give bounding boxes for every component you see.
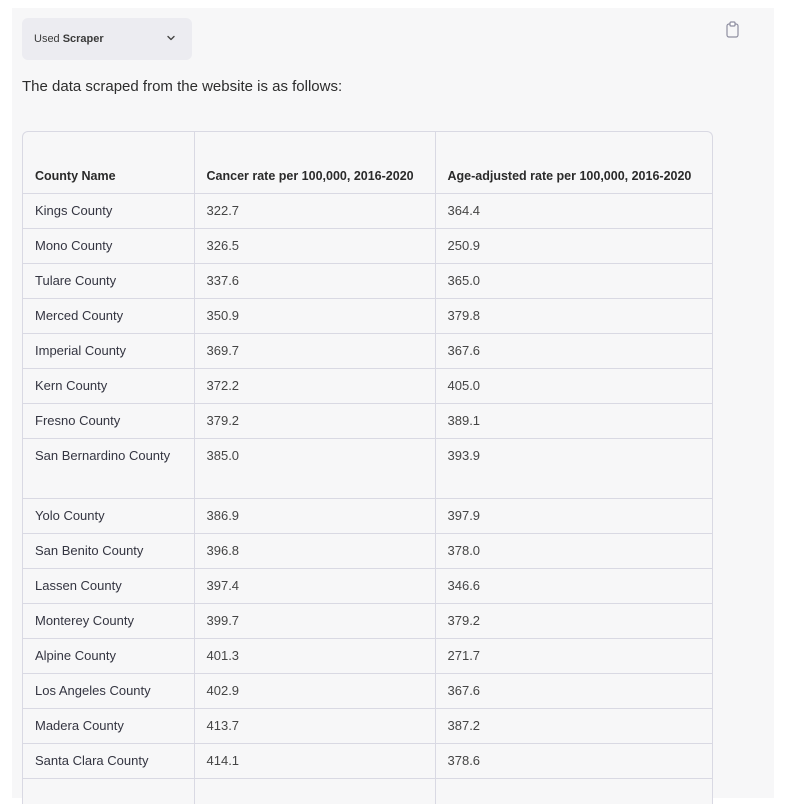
cancer-rate-cell: 413.7 [194,708,435,743]
county-name-cell: Kern County [23,368,194,403]
age-adjusted-rate-cell [435,778,712,804]
table-row [23,263,712,298]
age-adjusted-rate-cell: 379.8 [435,298,712,333]
cancer-rate-cell: 402.9 [194,673,435,708]
county-name-cell: Alpine County [23,638,194,673]
header-county-name: County Name [23,132,194,193]
table-row [23,743,712,778]
cancer-rate-cell: 386.9 [194,498,435,533]
data-table [23,132,712,804]
cancer-rate-cell: 401.3 [194,638,435,673]
county-name-cell: Imperial County [23,333,194,368]
table-row [23,778,712,804]
county-name-cell: Tulare County [23,263,194,298]
chevron-down-icon [166,33,176,43]
age-adjusted-rate-cell: 393.9 [435,438,712,498]
plugin-name: Scraper [62,33,104,45]
age-adjusted-rate-cell: 378.6 [435,743,712,778]
county-name-cell: San Bernardino County [23,438,194,498]
county-name-cell: Fresno County [23,403,194,438]
cancer-rate-cell: 350.9 [194,298,435,333]
age-adjusted-rate-cell: 378.0 [435,533,712,568]
cancer-rate-cell: 379.2 [194,403,435,438]
age-adjusted-rate-cell: 389.1 [435,403,712,438]
table-row [23,568,712,603]
county-name-cell: Santa Clara County [23,743,194,778]
cancer-rate-cell: 369.7 [194,333,435,368]
clipboard-icon[interactable] [726,21,739,38]
county-name-cell: Los Angeles County [23,673,194,708]
age-adjusted-rate-cell: 405.0 [435,368,712,403]
data-table-container [22,131,713,804]
table-row [23,708,712,743]
cancer-rate-cell: 396.8 [194,533,435,568]
age-adjusted-rate-cell: 387.2 [435,708,712,743]
cancer-rate-cell [194,778,435,804]
header-cancer-rate: Cancer rate per 100,000, 2016-2020 [194,132,435,193]
cancer-rate-cell: 397.4 [194,568,435,603]
county-name-cell: Yolo County [23,498,194,533]
table-row [23,403,712,438]
age-adjusted-rate-cell: 271.7 [435,638,712,673]
age-adjusted-rate-cell: 379.2 [435,603,712,638]
cancer-rate-cell: 337.6 [194,263,435,298]
plugin-used-label: Used [34,33,60,45]
table-row [23,298,712,333]
age-adjusted-rate-cell: 364.4 [435,193,712,228]
county-name-cell: Lassen County [23,568,194,603]
table-row [23,368,712,403]
age-adjusted-rate-cell: 367.6 [435,673,712,708]
plugin-used-toggle[interactable] [22,18,192,60]
table-header-row [23,132,712,193]
county-name-cell: Kings County [23,193,194,228]
intro-text: The data scraped from the website is as follows: [22,78,343,95]
county-name-cell: Monterey County [23,603,194,638]
county-name-cell [23,778,194,804]
age-adjusted-rate-cell: 397.9 [435,498,712,533]
age-adjusted-rate-cell: 367.6 [435,333,712,368]
county-name-cell: Merced County [23,298,194,333]
age-adjusted-rate-cell: 365.0 [435,263,712,298]
county-name-cell: Mono County [23,228,194,263]
county-name-cell: Madera County [23,708,194,743]
table-row [23,333,712,368]
table-row [23,673,712,708]
age-adjusted-rate-cell: 250.9 [435,228,712,263]
table-row [23,498,712,533]
cancer-rate-cell: 372.2 [194,368,435,403]
cancer-rate-cell: 385.0 [194,438,435,498]
table-row [23,228,712,263]
table-row [23,638,712,673]
cancer-rate-cell: 326.5 [194,228,435,263]
table-row [23,438,712,498]
county-name-cell: San Benito County [23,533,194,568]
cancer-rate-cell: 322.7 [194,193,435,228]
header-age-adjusted-rate: Age-adjusted rate per 100,000, 2016-2020 [435,132,712,193]
cancer-rate-cell: 414.1 [194,743,435,778]
cancer-rate-cell: 399.7 [194,603,435,638]
table-row [23,603,712,638]
age-adjusted-rate-cell: 346.6 [435,568,712,603]
table-row [23,193,712,228]
table-row [23,533,712,568]
